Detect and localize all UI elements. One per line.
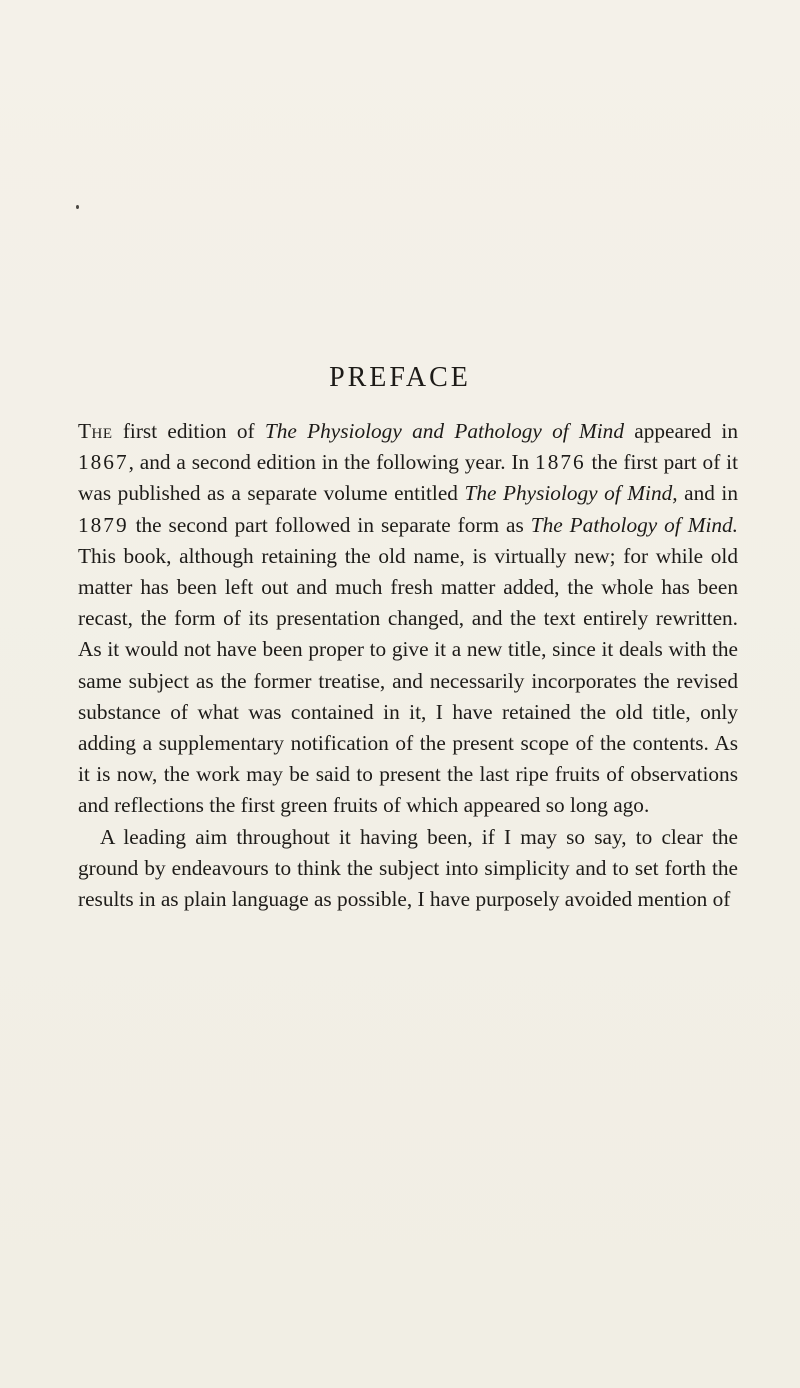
text-run: , and a second edition in the following year. In (128, 450, 536, 475)
book-title-italic: The Pathology of Mind. (530, 512, 738, 537)
book-title-italic: The Physiology of Mind, (464, 481, 678, 506)
paragraph-2: A leading aim throughout it having been, if I may so say, to clear the ground by endeavours to think the subject into simplicity and to set forth the results in as plain language as possible, I have purposely avoided mention of (78, 824, 738, 912)
book-title-italic: The Physiology and Pathology of Mind (264, 419, 624, 443)
paragraph-1 (78, 416, 738, 822)
page-title: PREFACE (329, 362, 471, 393)
ink-speck (76, 205, 79, 209)
paragraph-lead-word: The (78, 419, 113, 443)
text-run: appeared in (623, 419, 738, 443)
text-run: the second part followed in separate form as (128, 512, 531, 537)
text-run: the first part of it was published as a separate volume entitled (78, 450, 738, 506)
text-run: This book, although retaining the old name, is virtually new; for while old matter has been left out and much fresh matter added, the whole has been recast, the form of its presentation changed, and the text entirely rewritten. As it would not have been proper to give it a new title, since it deals with the same subject as the former treatise, and necessarily incorporates the revised substance of what was contained in it, I have retained the old title, only adding a supplementary notification of the present scope of the contents. As it is now, the work may be said to present the last ripe fruits of observations and reflections the first green fruits of which appeared so long ago. (78, 543, 738, 818)
year: 1879 (78, 512, 129, 537)
text-run: and in (677, 481, 738, 506)
preface-body (78, 416, 738, 915)
year: 1876 (535, 450, 586, 475)
text-run: first edition of (112, 419, 265, 443)
year: 1867 (78, 450, 129, 475)
